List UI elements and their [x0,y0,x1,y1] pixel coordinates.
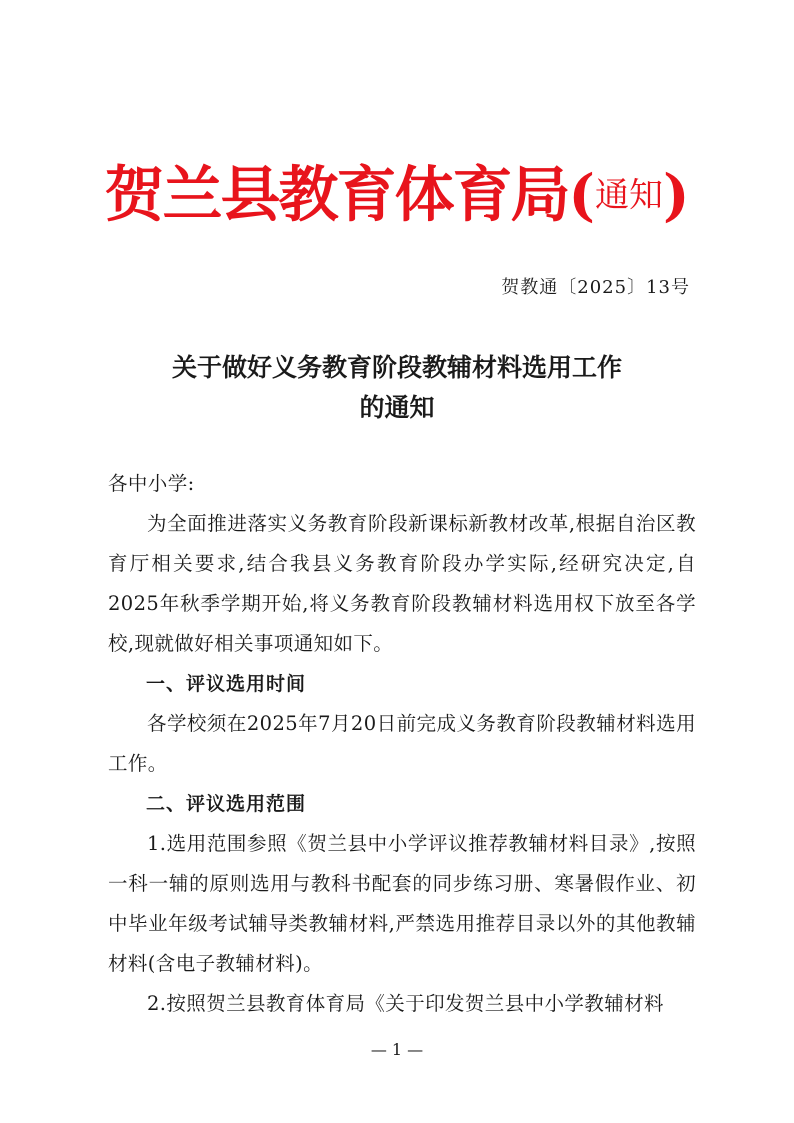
masthead-paren-close: ) [663,162,690,229]
title-line-2: 的通知 [359,393,435,422]
section-heading-time: 一、评议选用时间 [146,673,307,695]
document-body [108,464,696,1024]
intro-paragraph: 为全面推进落实义务教育阶段新课标新教材改革,根据自治区教育厅相关要求,结合我县义务教育阶段办学实际,经研究决定,自2025年秋季学期开始,将义务教育阶段教辅材料选用权下放至各学校,现就做好相关事项通知如下。 [108,512,696,655]
masthead-doc-type: 通知 [595,175,663,216]
document-title [0,348,794,428]
page-number: — 1 — [370,1040,424,1059]
masthead-org: 贺兰县教育体育局 [104,160,569,231]
scope-item-2: 2.按照贺兰县教育体育局《关于印发贺兰县中小学教辅材料 [147,992,664,1015]
document-number: 贺教通〔2025〕13号 [501,277,690,298]
scope-item-1: 1.选用范围参照《贺兰县中小学评议推荐教辅材料目录》,按照一科一辅的原则选用与教科书配套的同步练习册、寒暑假作业、初中毕业年级考试辅导类教辅材料,严禁选用推荐目录以外的其他教辅材料(含电子教辅材料)。 [108,832,696,975]
masthead-paren-open: ( [568,162,595,229]
time-paragraph: 各学校须在2025年7月20日前完成义务教育阶段教辅材料选用工作。 [108,712,696,775]
title-line-1: 关于做好义务教育阶段教辅材料选用工作 [171,353,622,382]
salutation: 各中小学: [108,472,195,495]
masthead [0,150,794,240]
section-heading-scope: 二、评议选用范围 [146,793,307,815]
